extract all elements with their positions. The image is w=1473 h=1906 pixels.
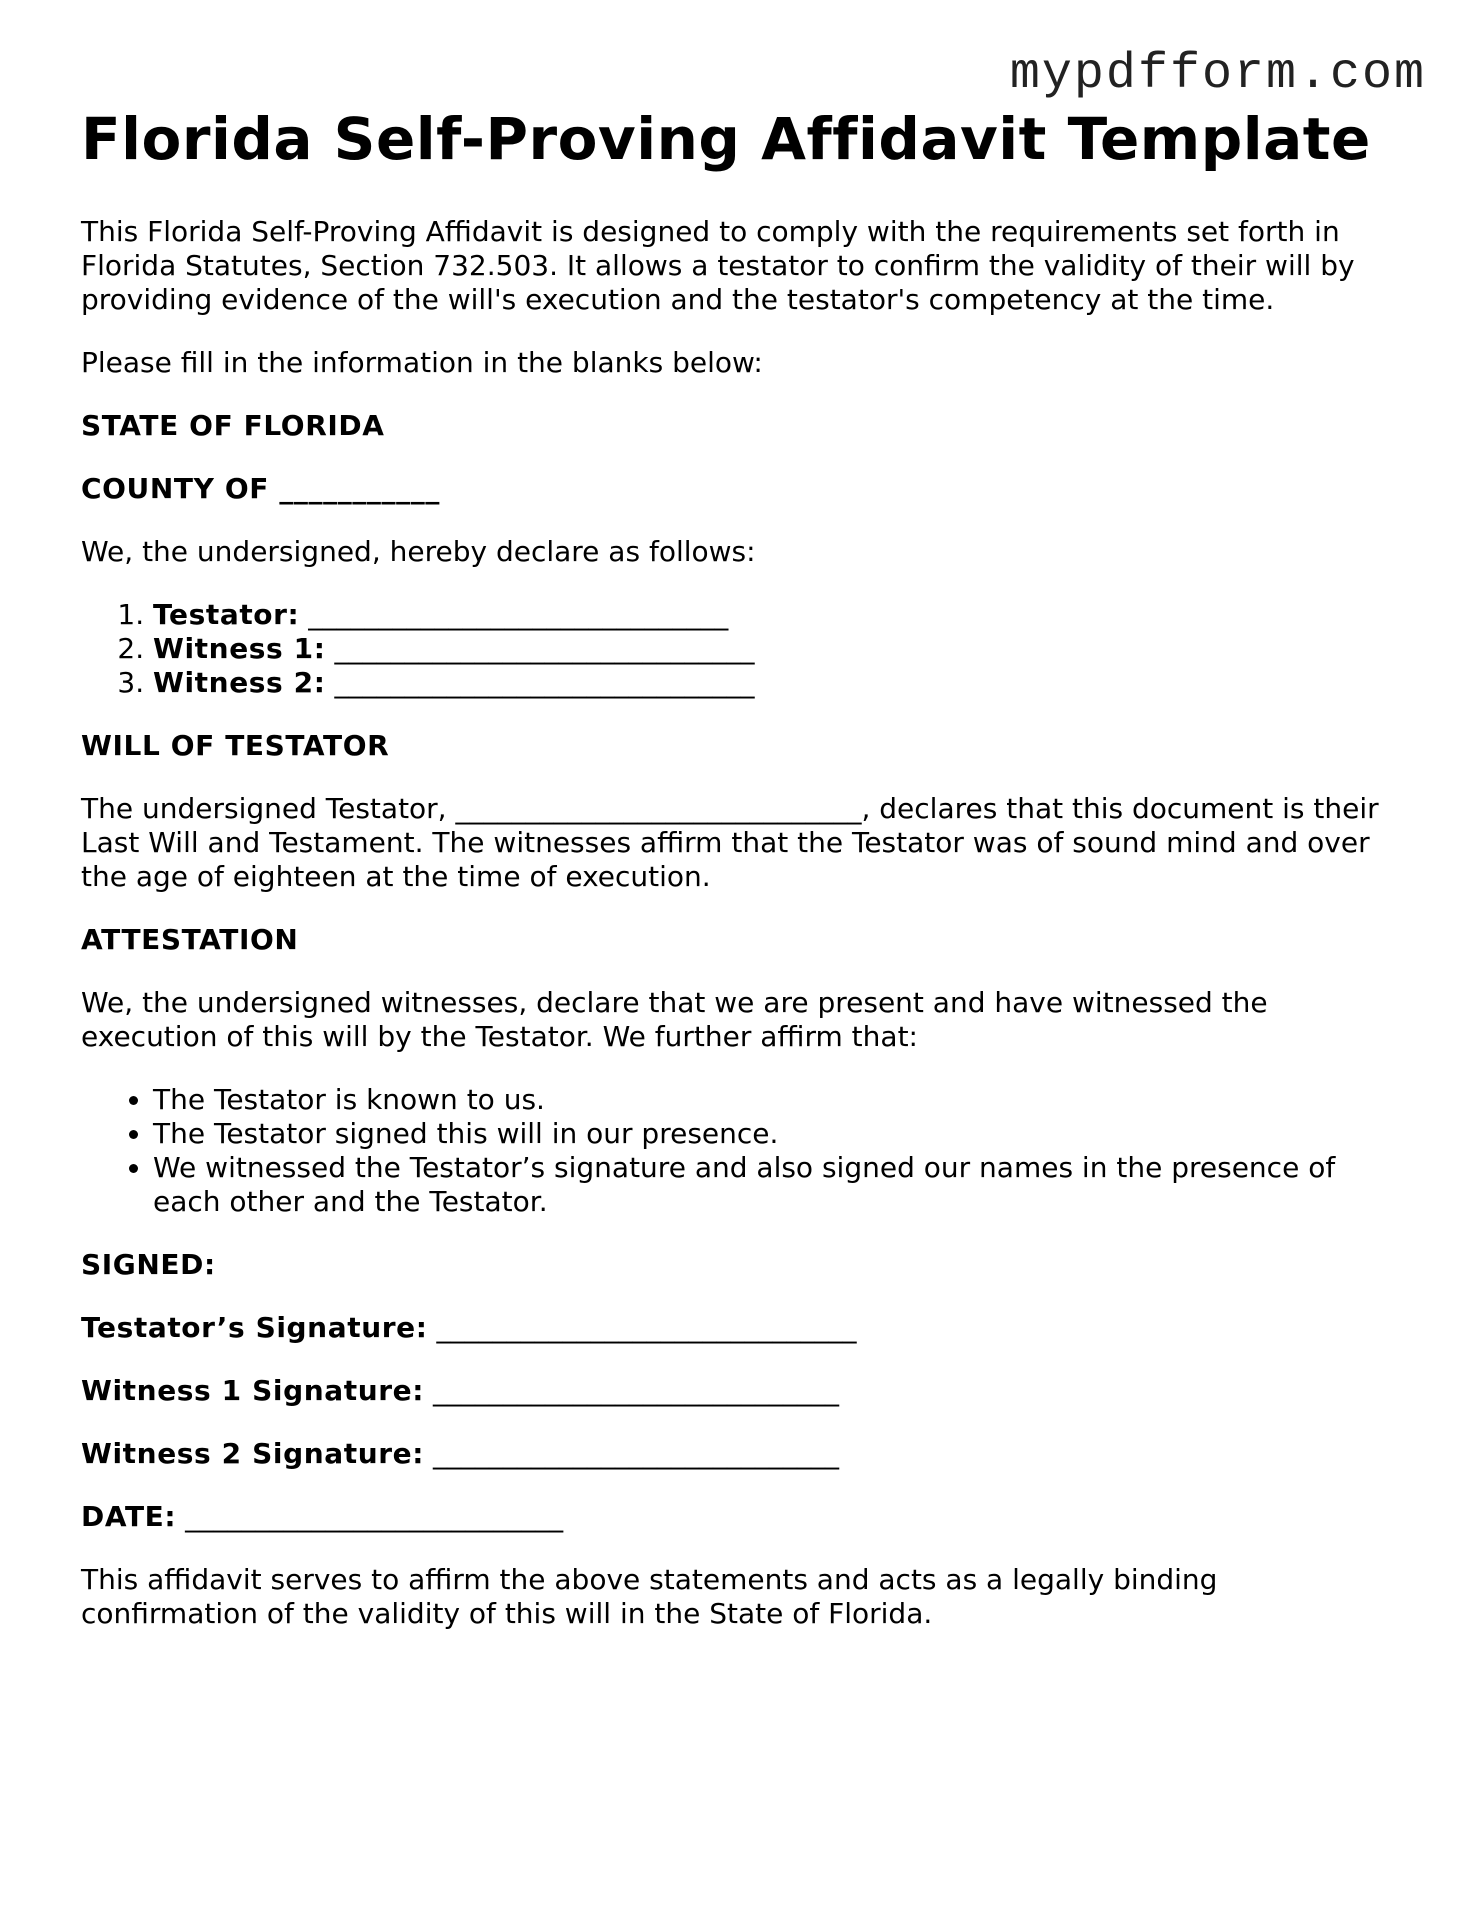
attestation-paragraph: We, the undersigned witnesses, declare that we are present and have witnessed the execution of this will by the Testator. We further affirm that: (81, 986, 1268, 1053)
list-item: • We witnessed the Testator’s signature and also signed our names in the presence of each other and the Testator. (153, 1151, 1401, 1219)
state-heading: STATE OF FLORIDA (81, 409, 385, 442)
instruction-text: Please fill in the information in the blanks below: (81, 346, 763, 379)
testator-signature-blank[interactable]: ______________________________ (436, 1311, 857, 1344)
party-label: Witness 2: (153, 666, 326, 699)
declaration-text: We, the undersigned, hereby declare as follows: (81, 535, 756, 568)
date-blank[interactable]: ___________________________ (185, 1500, 564, 1533)
party-label: Witness 1: (153, 632, 326, 665)
list-item: • The Testator is known to us. (153, 1083, 1401, 1117)
party-item-witness-1[interactable] (153, 632, 1401, 666)
testator-signature-line[interactable] (81, 1311, 1401, 1345)
signature-label: Witness 2 Signature: (81, 1437, 425, 1470)
party-item-witness-2[interactable] (153, 666, 1401, 700)
list-item: • The Testator signed this will in our presence. (153, 1117, 1401, 1151)
closing-paragraph: This affidavit serves to affirm the above statements and acts as a legally binding confirmation of the validity of this will in the State of Florida. (81, 1563, 1218, 1630)
will-paragraph: The undersigned Testator, _____________________________, declares that this document is their Last Will and Testament. The witnesses affirm that the Testator was of sound mind and over the age of eighteen at the time of execution. (81, 792, 1379, 893)
signed-heading: SIGNED: (81, 1248, 216, 1281)
testator-blank[interactable]: ______________________________ (308, 598, 729, 631)
attestation-heading: ATTESTATION (81, 923, 299, 956)
witness-2-signature-blank[interactable]: _____________________________ (432, 1437, 839, 1470)
signature-label: Testator’s Signature: (81, 1311, 428, 1344)
party-item-testator[interactable] (153, 598, 1401, 632)
document-title: Florida Self-Proving Affidavit Template (81, 105, 1371, 173)
witness-2-signature-line[interactable] (81, 1437, 1401, 1471)
signature-label: Witness 1 Signature: (81, 1374, 425, 1407)
witness-1-blank[interactable]: ______________________________ (334, 632, 755, 665)
date-line[interactable] (81, 1500, 1401, 1534)
county-field[interactable]: COUNTY OF ___________ (81, 472, 440, 505)
witness-2-blank[interactable]: ______________________________ (334, 666, 755, 699)
witness-1-signature-line[interactable] (81, 1374, 1401, 1408)
site-watermark: mypdfform.com (1009, 46, 1426, 103)
intro-paragraph: This Florida Self-Proving Affidavit is designed to comply with the requirements set forth in Florida Statutes, Section 732.503. It allows a testator to confirm the validity of their will by providing evidence of the will's execution and the testator's competency at the time. (81, 215, 1355, 316)
document-page (81, 104, 1401, 1631)
witness-1-signature-blank[interactable]: _____________________________ (432, 1374, 839, 1407)
date-label: DATE: (81, 1500, 177, 1533)
party-list (81, 598, 1401, 700)
party-label: Testator: (153, 598, 300, 631)
will-heading: WILL OF TESTATOR (81, 729, 390, 762)
affirmation-list (81, 1083, 1401, 1219)
